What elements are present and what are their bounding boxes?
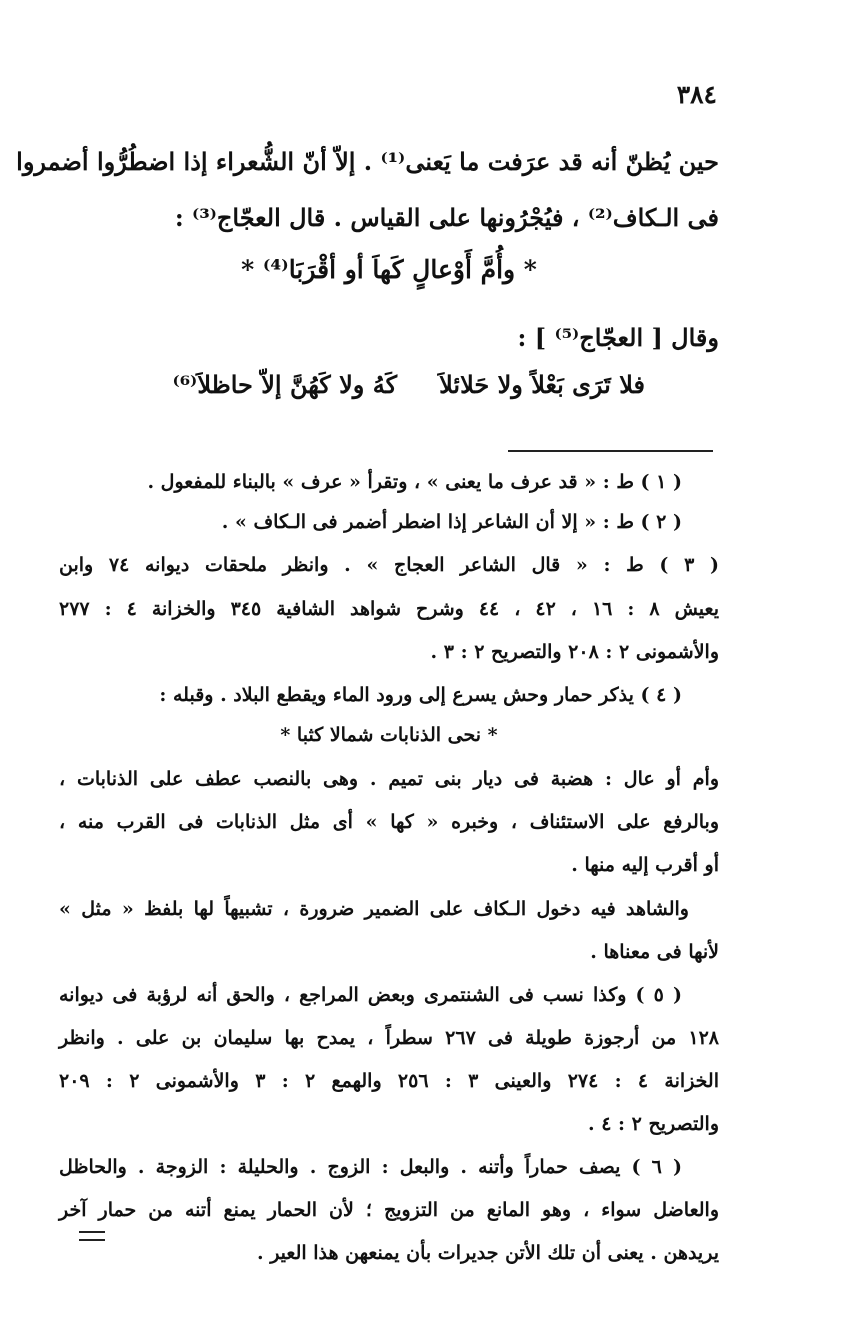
verse-hemistich-right: فلا تَرَى بَعْلاً ولا حَلائلاَ <box>439 370 645 399</box>
footnote-4-line: والشاهد فيه دخول الـكاف على الضمير ضرورة ، تشبيهاً لها بلفظ « مثل » <box>59 898 689 920</box>
footnote-5-line: الخزانة ٤ : ٢٧٤ والعينى ٣ : ٢٥٦ والهمع ٢ : ٣ والأشمونى ٢ : ٢٠٩ <box>59 1070 720 1092</box>
footnote-4-verse: * نحى الذنابات شمالا كثبا * <box>280 724 498 746</box>
footnote-4-line: وبالرفع على الاستئناف ، وخبره « كها » أى مثل الذنابات فى القرب منه ، <box>59 811 719 833</box>
footnote-4-line: أو أقرب إليه منها . <box>571 854 719 876</box>
footnote-5-line: والتصريح ٢ : ٤ . <box>587 1113 719 1135</box>
footnote-4-line: لأنها فى معناها . <box>590 941 719 963</box>
footnote-6-line: والعاضل سواء ، وهو المانع من التزويج ؛ لأن الحمار يمنع أتنه من حمار آخر <box>59 1199 719 1221</box>
footnote-4-line: ( ٤ ) يذكر حمار وحش يسرع إلى ورود الماء ويقطع البلاد . وقبله : <box>159 684 682 706</box>
footnote-4-line: وأم أو عال : هضبة فى ديار بنى تميم . وهى بالنصب عطف على الذنابات ، <box>59 768 719 790</box>
footnote-5-line: ١٢٨ من أرجوزة طويلة فى ٢٦٧ سطراً ، يمدح بها سليمان بن على . وانظر <box>59 1027 719 1049</box>
footnote-3-line: ( ٣ ) ط : « قال الشاعر العجاج » . وانظر ملحقات ديوانه ٧٤ وابن <box>59 554 719 576</box>
footnote-6-line: ( ٦ ) يصف حماراً وأتنه . والبعل : الزوج . والحليلة : الزوجة . والحاظل <box>59 1156 682 1178</box>
main-text-line: حين يُظنّ أنه قد عرَفت ما يَعنى⁽¹⁾ . إلاّ أنّ الشُّعراء إذا اضطُرُّوا أضمروا <box>16 147 719 176</box>
main-text-line: فى الـكاف⁽²⁾ ، فيُجْرُونها على القياس . قال العجّاج⁽³⁾ : <box>174 203 719 232</box>
footnote-1: ( ١ ) ط : « قد عرف ما يعنى » ، وتقرأ « عرف » بالبناء للمفعول . <box>147 471 682 493</box>
footnote-6-line: يريدهن . يعنى أن تلك الأتن جديرات بأن يمنعهن هذا العير . <box>256 1242 719 1264</box>
verse-line: * وأُمَّ أَوْعالٍ كَهاَ أو أقْرَبَا⁽⁴⁾ * <box>241 255 537 284</box>
footnote-5-line: ( ٥ ) وكذا نسب فى الشنتمرى وبعض المراجع ، والحق أنه لرؤبة فى ديوانه <box>59 984 682 1006</box>
footnote-3-line: والأشمونى ٢ : ٢٠٨ والتصريح ٢ : ٣ . <box>430 641 719 663</box>
verse-hemistich-left: كَهُ ولا كَهُنَّ إلاّ حاظلاَ⁽⁶⁾ <box>172 370 397 399</box>
end-of-page-mark <box>79 1231 105 1247</box>
footnote-2: ( ٢ ) ط : « إلا أن الشاعر إذا اضطر أضمر فى الـكاف » . <box>221 511 682 533</box>
footnote-3-line: يعيش ٨ : ١٦ ، ٤٢ ، ٤٤ وشرح شواهد الشافية ٣٤٥ والخزانة ٤ : ٢٧٧ <box>59 598 719 620</box>
page-number: ٣٨٤ <box>676 80 717 109</box>
footnote-separator <box>508 450 713 452</box>
main-text-line: وقال [ العجّاج⁽⁵⁾ ] : <box>517 323 719 352</box>
